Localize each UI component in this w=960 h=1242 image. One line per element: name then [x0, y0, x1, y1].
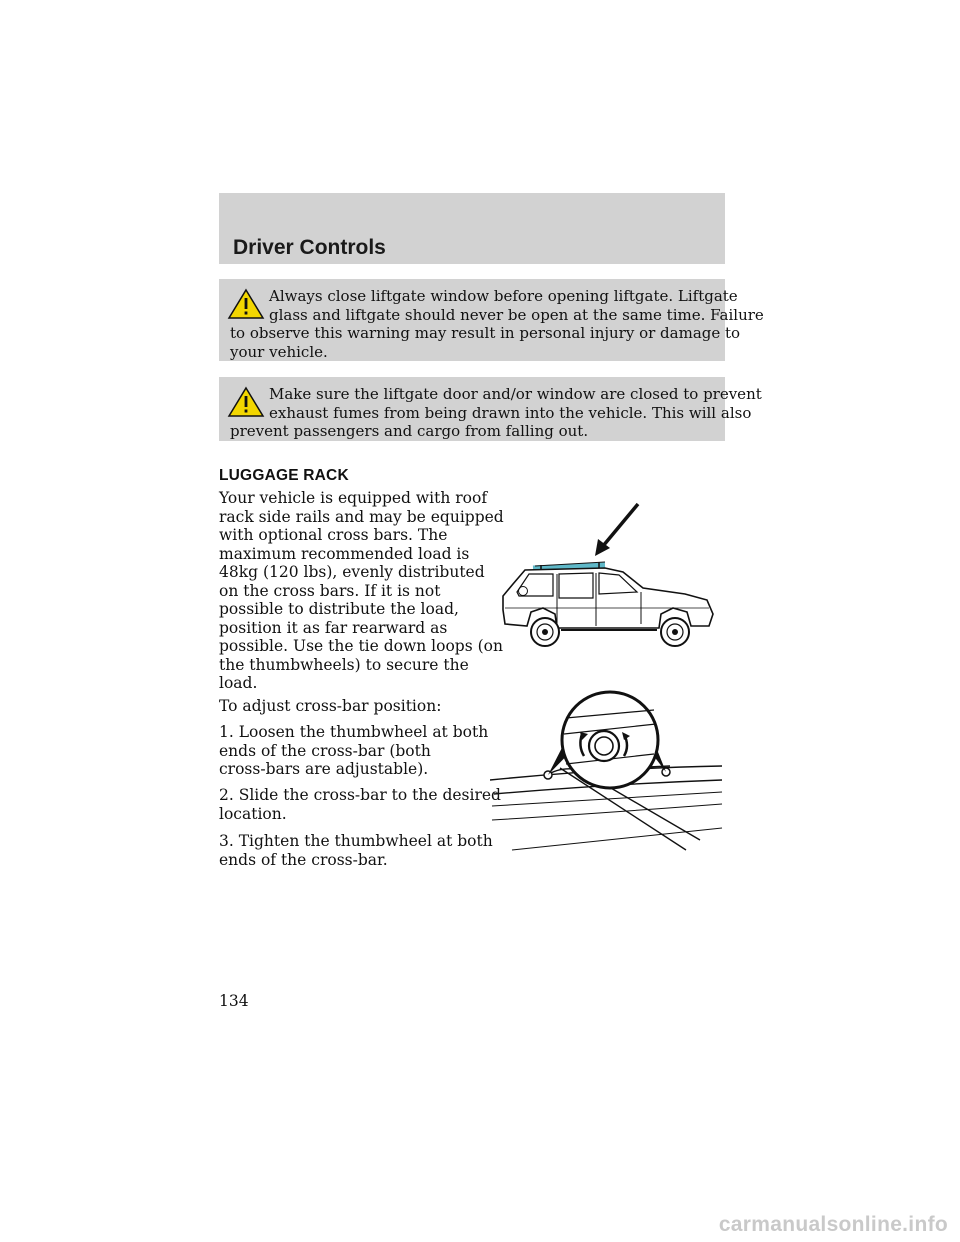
body-text-line: Your vehicle is equipped with roof	[219, 489, 488, 507]
step-2	[219, 786, 501, 823]
warning-text-line: to observe this warning may result in personal injury or damage to	[230, 324, 741, 342]
step-1	[219, 723, 489, 779]
warning-text-line: exhaust fumes from being drawn into the vehicle. This will also	[269, 403, 752, 422]
warning-text-line: Always close liftgate window before opening liftgate. Liftgate	[269, 287, 738, 305]
section-heading-luggage-rack: LUGGAGE RACK	[219, 467, 349, 484]
adjust-title	[219, 697, 489, 716]
warning-triangle-icon	[227, 386, 265, 418]
cross-bar-thumbwheel-illustration	[490, 690, 725, 865]
body-text-line: 3. Tighten the thumbwheel at both	[219, 832, 493, 850]
luggage-rack-intro	[219, 489, 504, 693]
warning-box-liftgate-window	[219, 279, 764, 361]
page-title: Driver Controls	[233, 236, 386, 259]
body-text-line: rack side rails and may be equipped	[219, 507, 504, 526]
vehicle-roof-rack-illustration	[495, 496, 725, 658]
warning-text-line: your vehicle.	[230, 342, 328, 361]
body-text-line: possible to distribute the load,	[219, 600, 459, 618]
body-text-line: position it as far rearward as	[219, 618, 448, 637]
body-text-line: 1. Loosen the thumbwheel at both	[219, 723, 489, 741]
body-text-line: To adjust cross-bar position:	[219, 697, 442, 715]
warning-triangle-icon	[227, 288, 265, 320]
body-text-line: load.	[219, 674, 258, 692]
body-text-line: location.	[219, 804, 287, 823]
body-text-line: on the cross bars. If it is not	[219, 581, 441, 600]
body-text-line: with optional cross bars. The	[219, 526, 448, 544]
step-3	[219, 832, 493, 869]
warning-text-line: prevent passengers and cargo from falling out.	[230, 422, 589, 440]
warning-box-exhaust-fumes	[219, 377, 762, 441]
body-text-line: ends of the cross-bar (both	[219, 741, 431, 760]
body-text-line: cross-bars are adjustable).	[219, 760, 429, 778]
body-text-line: the thumbwheels) to secure the	[219, 655, 469, 674]
body-text-line: ends of the cross-bar.	[219, 850, 388, 869]
body-text-line: 48kg (120 lbs), evenly distributed	[219, 563, 485, 581]
body-text-line: 2. Slide the cross-bar to the desired	[219, 786, 501, 804]
watermark: carmanualsonline.info	[718, 1213, 948, 1236]
body-text-line: maximum recommended load is	[219, 544, 470, 563]
page-number: 134	[219, 992, 249, 1010]
body-text-line: possible. Use the tie down loops (on	[219, 637, 503, 655]
warning-text-line: Make sure the liftgate door and/or window are closed to prevent	[269, 385, 762, 403]
warning-text-line: glass and liftgate should never be open at the same time. Failure	[269, 305, 764, 324]
